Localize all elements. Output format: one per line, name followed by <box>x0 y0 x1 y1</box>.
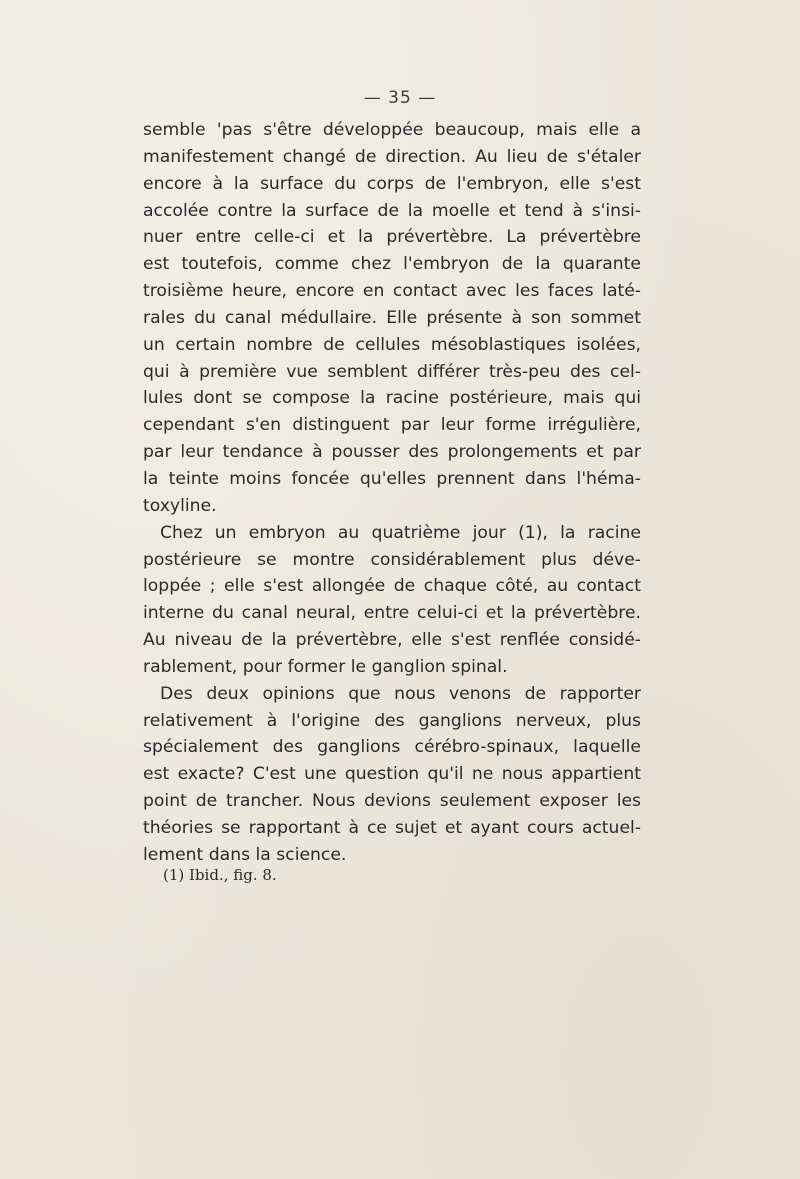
text-line: accolée contre la surface de la moelle et tend à s'insi- <box>143 200 641 221</box>
text-line: relativement à l'origine des ganglions nerveux, plus <box>143 710 641 731</box>
text-line: Au niveau de la prévertèbre, elle s'est renflée considé- <box>143 630 641 651</box>
text-line: lement dans la science. <box>143 844 347 865</box>
text-line: cependant s'en distinguent par leur forme irrégulière, <box>143 415 641 436</box>
text-line: nuer entre celle-ci et la prévertèbre. La prévertèbre <box>143 227 641 248</box>
text-line: toxyline. <box>143 495 217 516</box>
body-text <box>143 117 641 869</box>
text-line: spécialement des ganglions cérébro-spinaux, laquelle <box>143 737 641 758</box>
paragraph-3 <box>143 681 641 869</box>
text-line: troisième heure, encore en contact avec les faces laté- <box>143 281 641 302</box>
text-line: encore à la surface du corps de l'embryon, elle s'est <box>143 173 641 194</box>
text-line: loppée ; elle s'est allongée de chaque côté, au contact <box>143 576 641 597</box>
text-line: un certain nombre de cellules mésoblastiques isolées, <box>143 334 641 355</box>
footnote: (1) Ibid., fig. 8. <box>163 866 277 884</box>
text-line: Chez un embryon au quatrième jour (1), la racine <box>160 522 641 543</box>
text-line: postérieure se montre considérablement plus déve- <box>143 549 641 570</box>
text-line: semble 'pas s'être développée beaucoup, mais elle a <box>143 120 641 140</box>
page-number: — 35 — <box>363 88 437 108</box>
text-line: rales du canal médullaire. Elle présente à son sommet <box>143 307 641 328</box>
text-line: est exacte? C'est une question qu'il ne nous appartient <box>143 764 641 785</box>
text-line: rablement, pour former le ganglion spinal. <box>143 656 508 677</box>
paragraph-2 <box>143 520 641 681</box>
text-line: lules dont se compose la racine postérieure, mais qui <box>143 388 641 409</box>
text-line: manifestement changé de direction. Au lieu de s'étaler <box>143 146 641 167</box>
text-line: Des deux opinions que nous venons de rapporter <box>160 683 641 704</box>
text-line: est toutefois, comme chez l'embryon de la quarante <box>143 254 641 275</box>
text-line: interne du canal neural, entre celui-ci et la prévertèbre. <box>143 603 641 624</box>
paragraph-1 <box>143 117 641 520</box>
text-line: par leur tendance à pousser des prolongements et par <box>143 442 641 463</box>
text-line: qui à première vue semblent différer très-peu des cel- <box>143 361 641 382</box>
text-line: théories se rapportant à ce sujet et ayant cours actuel- <box>143 817 641 838</box>
text-line: la teinte moins foncée qu'elles prennent dans l'héma- <box>143 468 641 489</box>
text-line: point de trancher. Nous devions seulement exposer les <box>143 791 641 812</box>
